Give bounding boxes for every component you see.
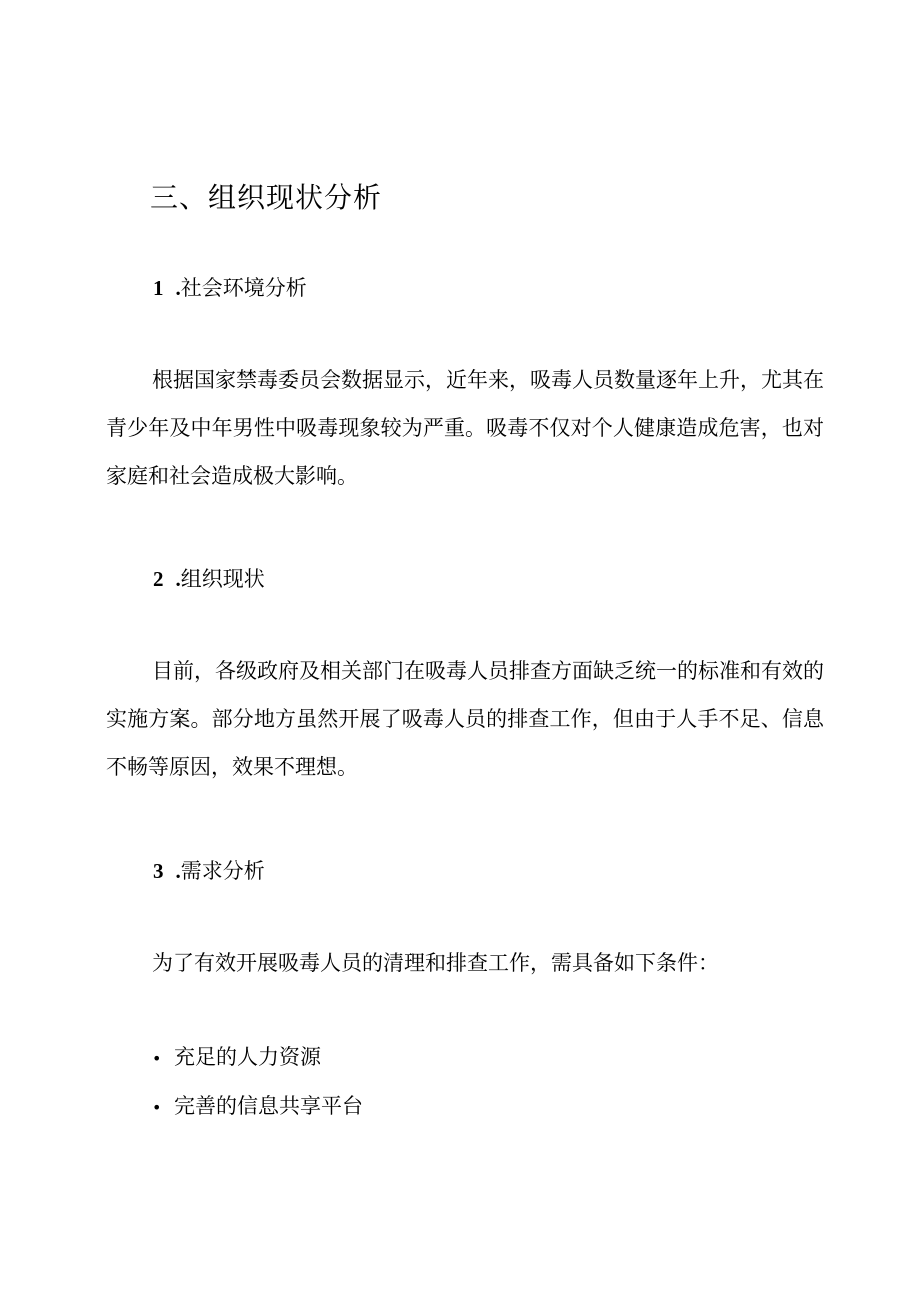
bullet-icon: • [152, 1098, 162, 1117]
paragraph-organization-status: 目前，各级政府及相关部门在吸毒人员排查方面缺乏统一的标准和有效的实施方案。部分地方虽然开展了吸毒人员的排查工作，但由于人手不足、信息不畅等原因，效果不理想。 [106, 659, 824, 779]
paragraph-needs-analysis: 为了有效开展吸毒人员的清理和排查工作，需具备如下条件： [152, 951, 719, 975]
list-item-text: 充足的人力资源 [174, 1045, 321, 1069]
subsection-title-3: 需求分析 [180, 859, 265, 883]
list-item-text: 完善的信息共享平台 [174, 1094, 363, 1118]
section-title: 三、组织现状分析 [150, 181, 383, 214]
paragraph-social-environment: 根据国家禁毒委员会数据显示，近年来，吸毒人员数量逐年上升，尤其在青少年及中年男性中吸毒现象较为严重。吸毒不仅对个人健康造成危害，也对家庭和社会造成极大影响。 [106, 368, 824, 488]
subsection-dot-2: . [175, 567, 181, 591]
subsection-heading-3 [153, 856, 265, 886]
list-item [152, 1091, 363, 1123]
subsection-dot-1: . [175, 276, 181, 300]
subsection-title-1: 社会环境分析 [180, 276, 307, 300]
subsection-number-3: 3 [153, 859, 164, 883]
bullet-icon: • [152, 1049, 162, 1068]
subsection-heading-2 [153, 564, 265, 594]
list-item [152, 1042, 321, 1074]
subsection-number-1: 1 [153, 276, 164, 300]
subsection-number-2: 2 [153, 567, 164, 591]
subsection-heading-1 [153, 273, 307, 303]
subsection-dot-3: . [175, 859, 181, 883]
subsection-title-2: 组织现状 [180, 567, 265, 591]
